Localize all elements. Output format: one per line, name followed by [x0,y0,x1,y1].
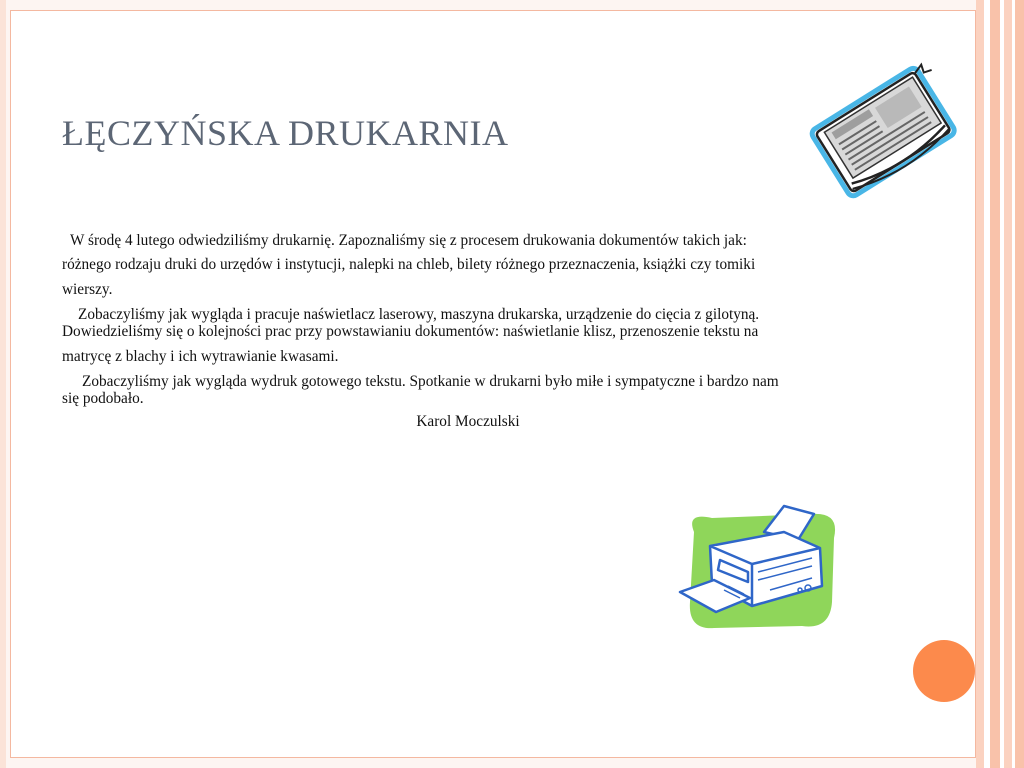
signature: Karol Moczulski [416,413,520,430]
paragraph-1 [62,232,874,249]
paragraph-3-line-1: Zobaczyliśmy jak wygląda wydruk gotowego tekstu. Spotkanie w drukarni było miłe i sympatyczne i bardzo nam [82,373,779,390]
decor-stripe [990,0,1000,768]
paragraph-1-line-3: wierszy. [62,281,113,298]
slide-left-edge [0,0,6,768]
paragraph-2-line-3: matrycę z blachy i ich wytrawianie kwasami. [62,348,339,365]
newspaper-icon [800,52,960,202]
slide-body [62,232,874,430]
decor-orange-circle [913,640,975,702]
slide-title: ŁĘCZYŃSKA DRUKARNIA [62,113,509,153]
paragraph-1-line-1: W środę 4 lutego odwiedziliśmy drukarnię. Zapoznaliśmy się z procesem drukowania dokumentów takich jak: [70,232,747,249]
paragraph-3 [62,373,874,407]
printer-icon [672,502,842,632]
decor-stripe [1015,0,1024,768]
paragraph-3-line-2: się podobało. [62,390,144,407]
paragraph-2-line-1: Zobaczyliśmy jak wygląda i pracuje naświetlacz laserowy, maszyna drukarska, urządzenie do cięcia z gilotyną. [78,306,760,323]
paragraph-1-line-2: różnego rodzaju druki do urzędów i instytucji, nalepki na chleb, bilety różnego przeznaczenia, książki czy tomiki [62,256,756,273]
decor-stripe [1004,0,1012,768]
paragraph-2 [62,306,874,340]
paragraph-2-line-2: Dowiedzieliśmy się o kolejności prac przy powstawianiu dokumentów: naświetlanie klisz, przenoszenie tekstu na [62,323,759,340]
decor-stripe [976,0,984,768]
